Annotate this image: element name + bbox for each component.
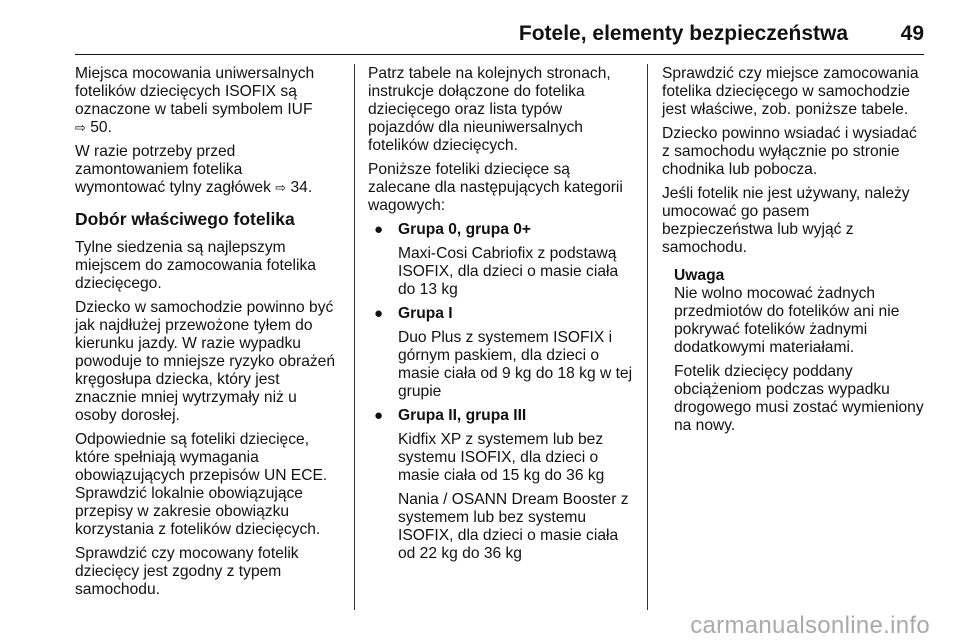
note-block xyxy=(662,267,934,435)
column-divider xyxy=(647,64,648,610)
list-item-title: Grupa II, grupa III xyxy=(398,407,527,424)
list-item xyxy=(368,407,640,563)
paragraph-un-ece: Odpowiednie są foteliki dziecięce, które spełniają wymagania obowiązujących przepisów UN ECE. Sprawdzić lokalnie obowiązujące przepisy w zakresie obowiązku korzystania z fotelików dziecięcych. xyxy=(75,431,328,538)
paragraph-check-location: Sprawdzić czy miejsce zamocowania fotelika dziecięcego w samochodzie jest właściwe, zob. poniższe tabele. xyxy=(662,65,919,118)
page-reference-arrow-icon: ⇨ xyxy=(75,120,86,135)
section-heading: Dobór właściwego fotelika xyxy=(75,209,295,229)
bullet-icon: ● xyxy=(374,221,384,238)
page-header xyxy=(0,0,960,56)
note-title: Uwaga xyxy=(674,267,725,284)
page-number: 49 xyxy=(900,22,924,45)
list-item-body: Nania / OSANN Dream Booster z systemem lub bez systemu ISOFIX, dla dzieci o masie ciała od 22 kg do 36 kg xyxy=(398,491,629,562)
list-item-body: Kidfix XP z systemem lub bez systemu ISOFIX, dla dzieci o masie ciała od 15 kg do 36 kg xyxy=(398,431,605,484)
paragraph-headrest: W razie potrzeby przed zamontowaniem fotelika wymontować tylny zagłówek ⇨ 34. xyxy=(75,143,313,196)
list-item-title: Grupa 0, grupa 0+ xyxy=(398,221,532,238)
paragraph-curb-side: Dziecko powinno wsiadać i wysiadać z samochodu wyłącznie po stronie chodnika lub pobocza. xyxy=(662,125,917,178)
watermark: carmanualsonline.info xyxy=(690,612,930,639)
paragraph-compatibility: Sprawdzić czy mocowany fotelik dziecięcy jest zgodny z typem samochodu. xyxy=(75,545,299,598)
list-item xyxy=(368,221,640,299)
paragraph-rear-facing: Dziecko w samochodzie powinno być jak najdłużej przewożone tyłem do kierunku jazdy. W razie wypadku powoduje to mniejsze ryzyko obrażeń kręgosłupa dziecka, który jest znacznie mniej wytrzymały niż u osoby dorosłej. xyxy=(75,299,336,424)
list-item-body: Duo Plus z systemem ISOFIX i górnym paskiem, dla dzieci o masie ciała od 9 kg do 18 kg w tej grupie xyxy=(398,329,633,400)
note-paragraph: Fotelik dziecięcy poddany obciążeniom podczas wypadku drogowego musi zostać wymieniony na nowy. xyxy=(674,363,924,434)
column-left xyxy=(75,65,355,605)
note-paragraph: Nie wolno mocować żadnych przedmiotów do fotelików ani nie pokrywać fotelików żadnymi dodatkowymi materiałami. xyxy=(674,285,900,356)
bullet-icon: ● xyxy=(374,305,384,322)
page-reference-arrow-icon: ⇨ xyxy=(275,180,287,195)
list-item xyxy=(368,305,640,401)
column-middle xyxy=(368,65,640,569)
page-title: Fotele, elementy bezpieczeństwa xyxy=(518,22,848,45)
header-rule xyxy=(75,54,924,55)
paragraph-isofix-marking: Miejsca mocowania uniwersalnych fotelików dziecięcych ISOFIX są oznaczone w tabeli symbolem IUF ⇨ 50. xyxy=(75,65,315,136)
paragraph-rear-seats: Tylne siedzenia są najlepszym miejscem do zamocowania fotelika dziecięcego. xyxy=(75,239,316,292)
list-item-title: Grupa I xyxy=(398,305,453,322)
page-reference-link[interactable]: 50. xyxy=(90,119,112,136)
paragraph-unused-seat: Jeśli fotelik nie jest używany, należy umocować go pasem bezpieczeństwa lub wyjąć z samochodu. xyxy=(662,185,910,256)
list-item-body: Maxi-Cosi Cabriofix z podstawą ISOFIX, dla dzieci o masie ciała do 13 kg xyxy=(398,245,619,298)
column-right xyxy=(662,65,934,441)
paragraph-recommended-intro: Poniższe foteliki dziecięce są zalecane dla następujących kategorii wagowych: xyxy=(368,161,623,214)
bullet-icon: ● xyxy=(374,407,384,424)
page-reference-link[interactable]: 34. xyxy=(290,179,313,196)
paragraph-tables-reference: Patrz tabele na kolejnych stronach, instrukcje dołączone do fotelika dziecięcego oraz lista typów pojazdów dla nieuniwersalnych fotelików dziecięcych. xyxy=(368,65,611,154)
